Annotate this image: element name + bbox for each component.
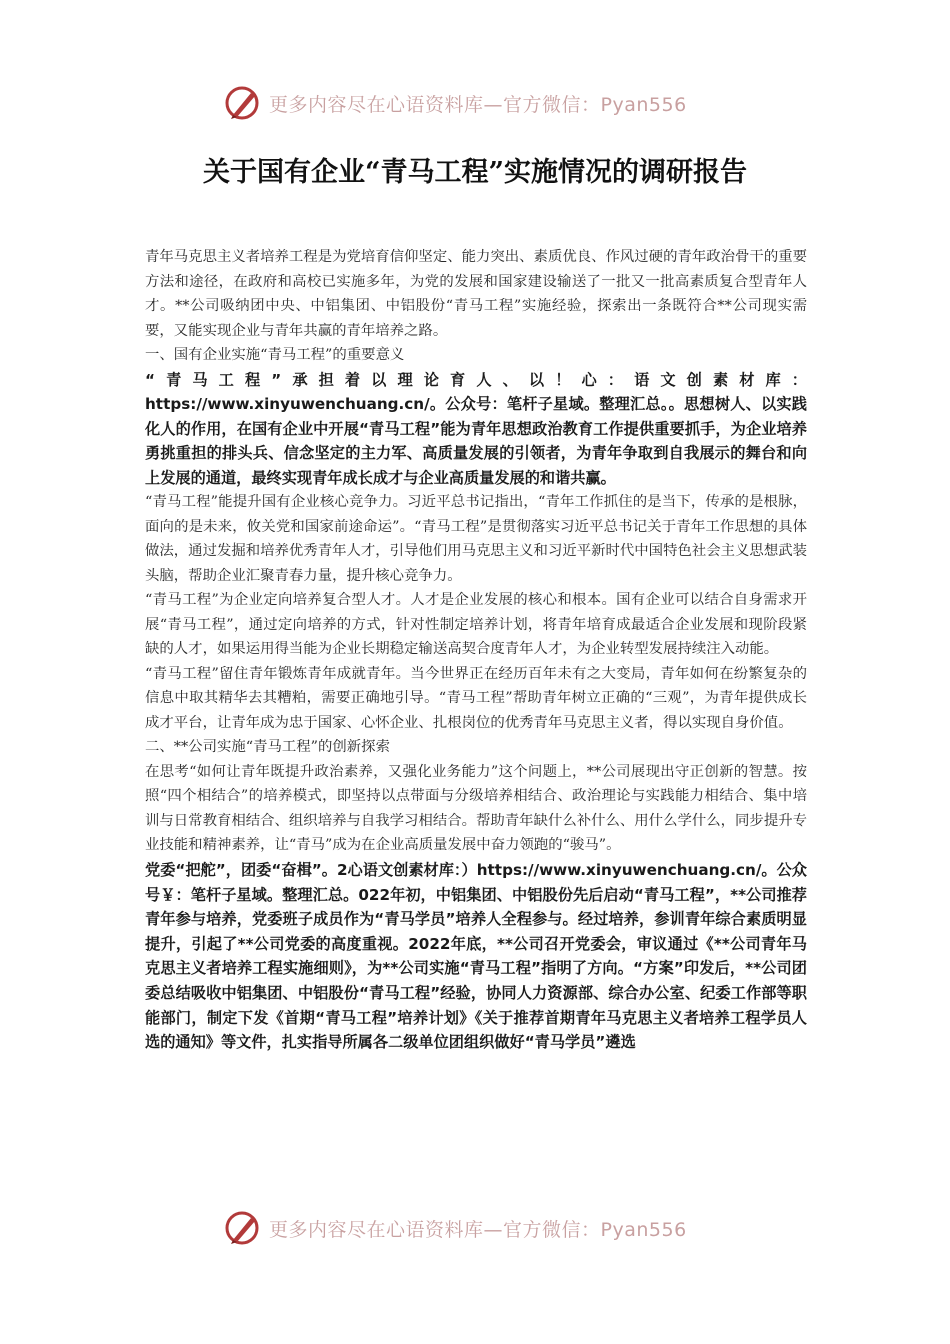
paragraph-retain-youth: “青马工程”留住青年锻炼青年成就青年。当今世界正在经历百年未有之大变局，青年如何在纷繁复杂的信息中取其精华去其糟粕，需要正确地引导。“青马工程”帮助青年树立正确的“三观”，为青年提供成长成才平台，让青年成为忠于国家、心怀企业、扎根岗位的优秀青年马克思主义者，得以实现自身价值。 — [145, 665, 807, 731]
paragraph-innovation: 在思考“如何让青年既提升政治素养，又强化业务能力”这个问题上，**公司展现出守正创新的智慧。按照“四个相结合”的培养模式，即坚持以点带面与分级培养相结合、政治理论与实践能力相结合、集中培训与日常教育相结合、组织培养与自我学习相结合。帮助青年缺什么补什么、用什么学什么，同步提升专业技能和精神素养，让“青马”成为在企业高质量发展中奋力领跑的“骏马”。 — [145, 763, 807, 854]
paragraph-bold-1: “青马工程”承担着以理论育人、以！心：语文创素材库：https://www.xinyuwenchuang.cn/。公众号：笔杆子星域。整理汇总。。思想树人、以实践化人的作用，在国有企业中开展“青马工程”能为青年思想政治教育工作提供重要抓手，为企业培养勇挑重担的排头兵、信念坚定的主力军、高质量发展的引领者，为青年争取到自我展示的舞台和向上发展的通道，最终实现青年成长成才与企业高质量发展的和谐共赢。 — [145, 370, 807, 487]
document-body — [145, 245, 807, 1055]
pen-logo-icon — [225, 1210, 261, 1246]
header-banner — [225, 83, 745, 123]
paragraph-talent: “青马工程”为企业定向培养复合型人才。人才是企业发展的核心和根本。国有企业可以结合自身需求开展“青马工程”，通过定向培养的方式，针对性制定培养计划，将青年培育成最适合企业发展和现阶段紧缺的人才，如果运用得当能为企业长期稳定输送高契合度青年人才，为企业转型发展持续注入动能。 — [145, 592, 807, 658]
paragraph-competitiveness: “青马工程”能提升国有企业核心竞争力。习近平总书记指出，“青年工作抓住的是当下，传承的是根脉，面向的是未来，攸关党和国家前途命运”。“青马工程”是贯彻落实习近平总书记关于青年工作思想的具体做法，通过发掘和培养优秀青年人才，引导他们用马克思主义和习近平新时代中国特色社会主义思想武装头脑，帮助企业汇聚青春力量，提升核心竞争力。 — [145, 494, 807, 584]
banner-text: 更多内容尽在心语资料库—官方微信：Pyan556 — [269, 1218, 687, 1241]
banner-text: 更多内容尽在心语资料库—官方微信：Pyan556 — [269, 93, 687, 116]
pen-logo-icon — [225, 85, 261, 121]
section-heading-2: 二、**公司实施“青马工程”的创新探索 — [145, 739, 390, 756]
page-title: 关于国有企业“青马工程”实施情况的调研报告 — [202, 157, 748, 188]
section-heading-1: 一、国有企业实施“青马工程”的重要意义 — [145, 347, 405, 363]
footer-banner — [225, 1208, 745, 1248]
paragraph-bold-2: 党委“把舵”，团委“奋楫”。2心语文创素材库：）https://www.xinyuwenchuang.cn/。公众号￥：笔杆子星域。整理汇总。022年初，中铝集团、中铝股份先后启动“青马工程”，**公司推荐青年参与培养，党委班子成员作为“青马学员”培养人全程参与。经过培养，参训青年综合素质明显提升，引起了**公司党委的高度重视。2022年底，**公司召开党委会，审议通过《**公司青年马克思主义者培养工程实施细则》，为**公司实施“青马工程”指明了方向。“方案”印发后，**公司团委总结吸收中铝集团、中铝股份“青马工程”经验，协同人力资源部、综合办公室、纪委工作部等职能部门，制定下发《首期“青马工程”培养计划》《关于推荐首期青年马克思主义者培养工程学员人选的通知》等文件，扎实指导所属各二级单位团组织做好“青马学员”遴选 — [145, 860, 807, 1052]
paragraph-intro: 青年马克思主义者培养工程是为党培育信仰坚定、能力突出、素质优良、作风过硬的青年政治骨干的重要方法和途径，在政府和高校已实施多年，为党的发展和国家建设输送了一批又一批高素质复合型青年人才。**公司吸纳团中央、中铝集团、中铝股份“青马工程”实施经验，探索出一条既符合**公司现实需要，又能实现企业与青年共赢的青年培养之路。 — [145, 249, 807, 339]
